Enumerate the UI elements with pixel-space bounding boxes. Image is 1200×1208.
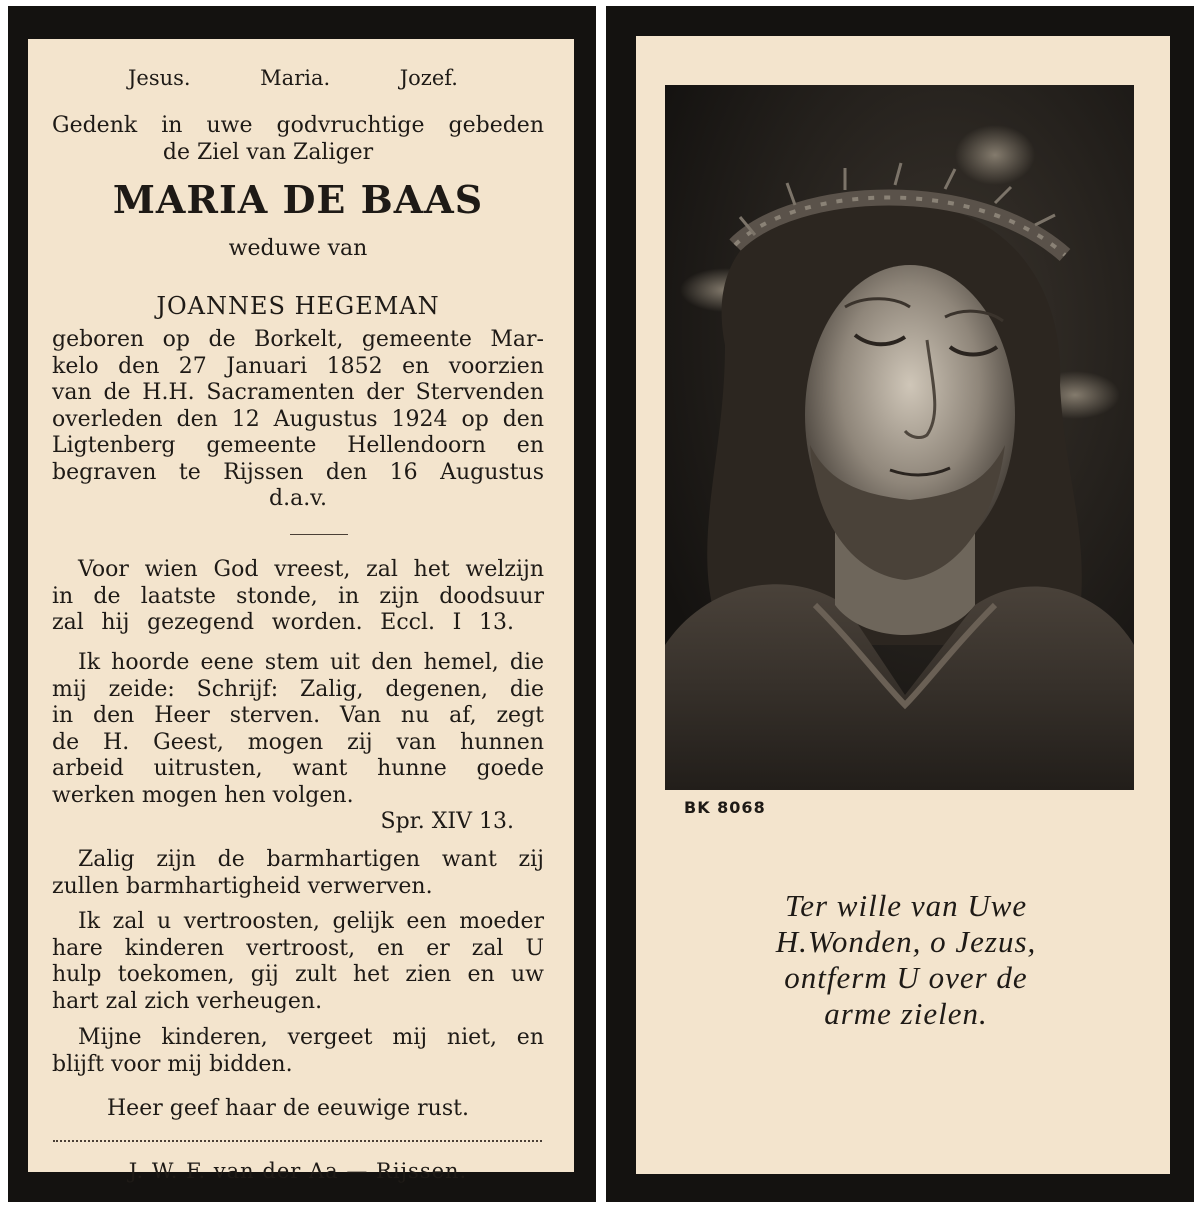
verse-reference: Spr. XIV 13. — [380, 809, 514, 834]
verse-line: Zalig zijn de barmhartigen want zij — [78, 847, 544, 872]
deceased-name: MARIA DE BAAS — [112, 177, 484, 222]
memorial-card-right — [606, 6, 1194, 1202]
prayer-line: Ter wille van Uwe — [784, 888, 1028, 923]
prayer-text — [696, 888, 1116, 1032]
spouse-name: JOANNES HEGEMAN — [156, 292, 440, 320]
verse-line: blijft voor mij bidden. — [52, 1051, 293, 1077]
header-name-maria: Maria. — [260, 66, 331, 90]
biography — [52, 327, 544, 513]
header-name-jesus: Jesus. — [128, 66, 191, 90]
verse-line: mij zeide: Schrijf: Zalig, degenen, die — [52, 676, 544, 702]
card-paper-right — [636, 36, 1170, 1174]
dotted-divider — [53, 1140, 542, 1142]
verse-line: Mijne kinderen, vergeet mij niet, en — [78, 1025, 544, 1050]
intro-line: Gedenk in uwe godvruchtige gebeden — [52, 113, 544, 138]
intro-line: de Ziel van Zaliger — [162, 139, 374, 165]
verse-children — [52, 1025, 544, 1078]
verse-line: Voor wien God vreest, zal het welzijn — [78, 557, 544, 582]
closing-prayer — [52, 1096, 544, 1123]
bio-line: overleden den 12 Augustus 1924 op den — [52, 406, 544, 432]
header-name-jozef: Jozef. — [399, 66, 458, 90]
holy-family-header — [128, 66, 458, 90]
verse-line: hulp toekomen, gij zult het zien en uw — [52, 962, 544, 987]
bio-line: begraven te Rijssen den 16 Augustus — [52, 459, 544, 485]
widow-of-text: weduwe van — [228, 236, 368, 261]
printer-credit: J. W. F. van der Aa — Rijssen. — [128, 1159, 468, 1183]
christ-portrait-illustration — [665, 85, 1134, 790]
verse-line: in de laatste stonde, in zijn doodsuur — [52, 583, 544, 609]
verse-line: Ik zal u vertroosten, gelijk een moeder — [78, 909, 544, 934]
verse-line: werken mogen hen volgen. — [52, 782, 354, 808]
verse-line: in den Heer sterven. Van nu af, zegt — [52, 703, 544, 728]
closing-text: Heer geef haar de eeuwige rust. — [107, 1096, 469, 1121]
image-code: BK 8068 — [684, 798, 766, 817]
short-divider — [290, 534, 348, 535]
verse-line: hare kinderen vertroost, en er zal U — [52, 935, 544, 961]
christ-portrait-image — [665, 85, 1134, 790]
prayer-line: arme zielen. — [824, 996, 988, 1031]
card-paper-left — [28, 39, 574, 1183]
prayer-line: H.Wonden, o Jezus, — [775, 924, 1037, 959]
verse-line: arbeid uitrusten, want hunne goede — [52, 756, 544, 781]
verse-line: de H. Geest, mogen zij van hunnen — [52, 729, 544, 755]
verse-line: hart zal zich verheugen. — [52, 988, 323, 1014]
verse-revelation — [52, 650, 544, 836]
bio-line: kelo den 27 Januari 1852 en voorzien — [52, 353, 544, 379]
bio-end: d.a.v. — [269, 486, 327, 511]
verse-comfort — [52, 909, 544, 1015]
intro-text — [52, 113, 544, 166]
prayer-line: ontferm U over de — [784, 960, 1028, 995]
bio-line: geboren op de Borkelt, gemeente Mar- — [52, 327, 544, 352]
bio-line: van de H.H. Sacramenten der Stervenden — [52, 380, 544, 405]
verse-line: zullen barmhartigheid verwerven. — [52, 873, 433, 899]
verse-line: zal hij gezegend worden. Eccl. I 13. — [52, 610, 514, 635]
verse-ecclesiasticus — [52, 557, 544, 637]
verse-line: Ik hoorde eene stem uit den hemel, die — [78, 650, 544, 675]
widow-of-label — [52, 236, 544, 263]
memorial-card-left — [8, 6, 596, 1202]
bio-line: Ligtenberg gemeente Hellendoorn en — [52, 433, 544, 458]
verse-mercy — [52, 847, 544, 900]
